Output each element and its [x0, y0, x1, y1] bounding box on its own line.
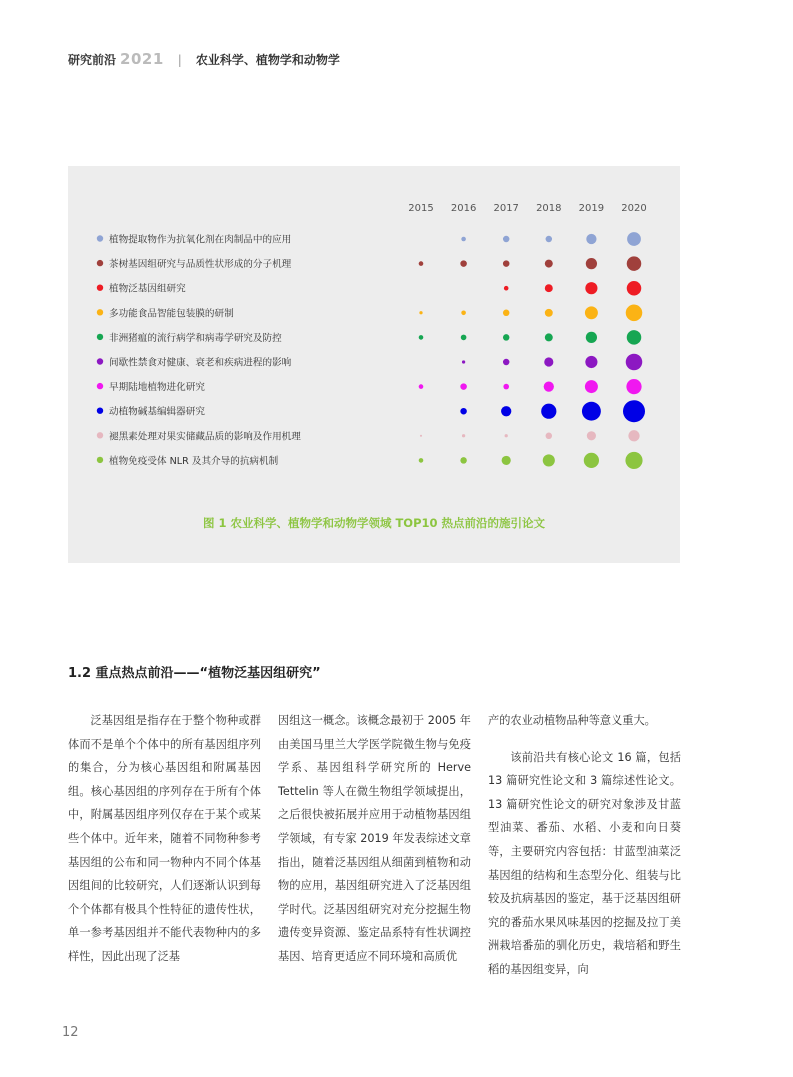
series-label: 非洲猪瘟的流行病学和病毒学研究及防控 — [109, 332, 282, 344]
bubble — [462, 434, 465, 437]
bubble — [545, 284, 553, 292]
bubble — [460, 260, 466, 266]
series-label: 植物免疫受体 NLR 及其介导的抗病机制 — [109, 455, 279, 467]
bubble — [585, 282, 597, 294]
bubble — [627, 330, 642, 345]
legend-marker — [97, 309, 103, 315]
bubble — [501, 406, 511, 416]
figure-panel — [68, 166, 680, 563]
year-tick-label: 2020 — [621, 203, 647, 214]
bubble — [502, 456, 511, 465]
bubble — [627, 232, 641, 246]
bubble — [461, 237, 466, 242]
bubble — [627, 281, 642, 296]
bubble-chart — [68, 166, 680, 506]
bubble — [586, 332, 597, 343]
bubble — [503, 236, 509, 242]
year-tick-label: 2018 — [536, 203, 562, 214]
legend-marker — [97, 457, 103, 463]
bubble — [625, 452, 642, 469]
bubble — [419, 384, 424, 389]
bubble — [546, 433, 552, 439]
series-label: 动植物碱基编辑器研究 — [109, 406, 205, 418]
bubble — [541, 404, 556, 419]
section-title: 1.2 重点热点前沿——“植物泛基因组研究” — [68, 666, 321, 681]
bubble — [460, 457, 466, 463]
bubble — [545, 309, 553, 317]
bubble — [544, 381, 554, 391]
series-label: 褪黑素处理对果实储藏品质的影响及作用机理 — [109, 431, 301, 443]
bubble — [545, 260, 553, 268]
legend-marker — [97, 408, 103, 414]
bubble — [586, 234, 596, 244]
body-column-2 — [278, 709, 471, 969]
year-tick-label: 2016 — [450, 203, 477, 214]
bubble — [623, 400, 645, 422]
bubble — [585, 356, 597, 368]
year-tick-label: 2019 — [578, 203, 605, 214]
bubble — [462, 360, 465, 363]
bubble — [461, 335, 467, 341]
paragraph-2: 因组这一概念。该概念最初于 2005 年由美国马里兰大学医学院微生物与免疫学系、基因组科学研究所的 Herve Tettelin 等人在微生物组学领域提出，之后很快被拓展并应用于动植物基因组学领域，有专家 2019 年发表综述文章指出，随着泛基因组从细菌到植物和动物的应用，基因组研究进入了泛基因组学时代。泛基因组研究对充分挖掘生物遗传变异资源、鉴定品系特有性状调控基因、培育更适应不同环境和高质优 — [278, 714, 471, 963]
bubble — [503, 384, 509, 390]
bubble — [546, 236, 552, 242]
bubble — [419, 458, 424, 463]
bubble — [503, 260, 509, 266]
series-label: 植物提取物作为抗氧化剂在肉制品中的应用 — [109, 234, 292, 246]
bubble — [587, 431, 596, 440]
header-year: 2021 — [120, 50, 164, 68]
series-label: 多功能食品智能包装膜的研制 — [109, 308, 234, 320]
bubble — [461, 311, 466, 316]
header-title: 研究前沿 — [68, 53, 117, 67]
bubble — [460, 383, 466, 389]
paragraph-3: 产的农业动植物品种等意义重大。 — [488, 714, 656, 727]
legend-marker — [97, 432, 103, 438]
bubble — [503, 334, 509, 340]
legend-marker — [97, 383, 103, 389]
header-separator: | — [177, 53, 182, 67]
legend-marker — [97, 235, 103, 241]
bubble — [419, 261, 424, 266]
figure-caption: 图 1 农业科学、植物学和动物学领域 TOP10 热点前沿的施引论文 — [202, 516, 546, 530]
bubble — [505, 434, 508, 437]
bubble — [626, 379, 641, 394]
series-label: 茶树基因组研究与品质性状形成的分子机理 — [109, 259, 292, 271]
bubble — [626, 354, 643, 371]
legend-marker — [97, 334, 103, 340]
running-header — [68, 50, 340, 68]
series-label: 植物泛基因组研究 — [109, 283, 186, 295]
bubble — [628, 430, 639, 441]
header-field: 农业科学、植物学和动物学 — [195, 53, 340, 67]
bubble — [586, 258, 597, 269]
bubble — [627, 256, 642, 271]
series-label: 早期陆地植物进化研究 — [109, 382, 205, 394]
bubble — [582, 402, 601, 421]
bubble — [420, 435, 422, 437]
series-label: 间歇性禁食对健康、衰老和疾病进程的影响 — [109, 357, 292, 369]
body-column-1 — [68, 709, 261, 969]
bubble — [626, 305, 643, 322]
bubble — [419, 335, 424, 340]
bubble — [584, 453, 599, 468]
legend-marker — [97, 358, 103, 364]
bubble — [503, 359, 509, 365]
bubble — [460, 408, 466, 414]
bubble — [543, 454, 555, 466]
page-number: 12 — [62, 1025, 79, 1040]
bubble — [504, 286, 509, 291]
bubble — [503, 310, 509, 316]
body-column-3 — [488, 709, 681, 982]
paragraph-1: 泛基因组是指存在于整个物种或群体而不是单个个体中的所有基因组序列的集合，分为核心基因组和附属基因组。核心基因组的序列存在于所有个体中，附属基因组序列仅存在于某个或某些个体中。近年来，随着不同物种参考基因组的公布和同一物种内不同个体基因组间的比较研究，人们逐渐认识到每个个体都有极具个性特征的遗传性状，单一参考基因组并不能代表物种内的多样性，因此出现了泛基 — [68, 714, 261, 963]
bubble — [544, 357, 553, 366]
bubble — [585, 306, 598, 319]
bubble — [545, 333, 553, 341]
paragraph-4: 该前沿共有核心论文 16 篇，包括 13 篇研究性论文和 3 篇综述性论文。13 篇研究性论文的研究对象涉及甘蓝型油菜、番茄、水稻、小麦和向日葵等，主要研究内容包括：甘蓝型油菜泛基因组的结构和生态型分化、组装与比较及抗病基因的鉴定，基于泛基因组研究的番茄水果风味基因的挖掘及拉丁美洲栽培番茄的驯化历史，栽培稻和野生稻的基因组变异，向 — [488, 750, 681, 976]
legend-marker — [97, 285, 103, 291]
bubble — [585, 380, 598, 393]
bubble — [419, 311, 422, 314]
year-tick-label: 2015 — [408, 203, 434, 214]
legend-marker — [97, 260, 103, 266]
year-tick-label: 2017 — [493, 203, 519, 214]
